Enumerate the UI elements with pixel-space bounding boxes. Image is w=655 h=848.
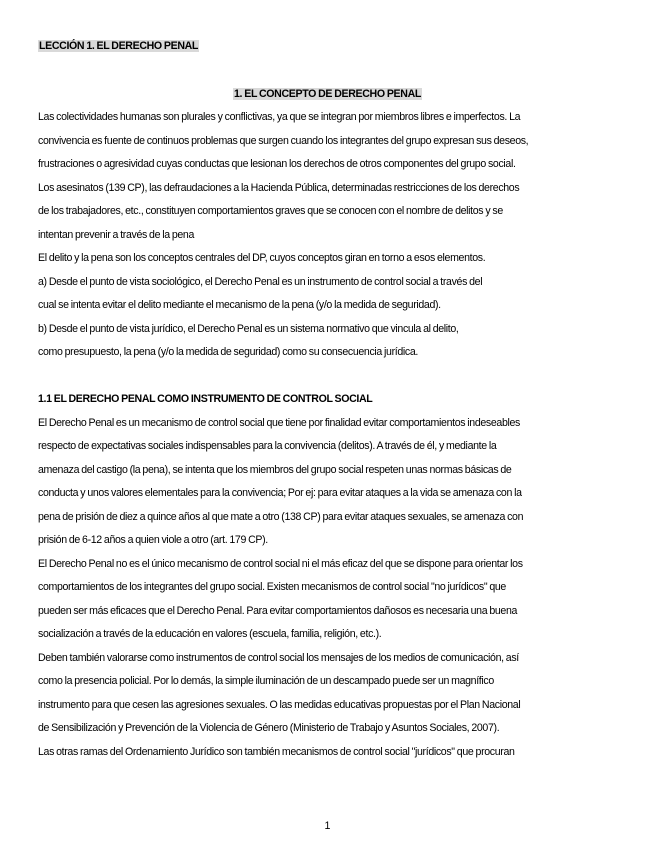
paragraph-line: El Derecho Penal no es el único mecanismo de control social ni el más eficaz del que se dispone para orientar los [38, 558, 523, 570]
paragraph-line: b) Desde el punto de vista jurídico, el Derecho Penal es un sistema normativo que vincula al delito, [38, 323, 459, 335]
lesson-title [38, 39, 199, 53]
paragraph-line: intentan prevenir a través de la pena [38, 229, 195, 241]
paragraph-line: de los trabajadores, etc., constituyen comportamientos graves que se conocen con el nombre de delitos y se [38, 205, 503, 217]
paragraph-line: convivencia es fuente de continuos problemas que surgen cuando los integrantes del grupo expresan sus deseos, [38, 135, 529, 147]
paragraph-line: El Derecho Penal es un mecanismo de control social que tiene por finalidad evitar comportamientos indeseables [38, 417, 520, 429]
section-1-heading [0, 87, 655, 101]
paragraph-line: como presupuesto, la pena (y/o la medida de seguridad) como su consecuencia jurídica. [38, 346, 418, 358]
paragraph-line: frustraciones o agresividad cuyas conductas que lesionan los derechos de otros componentes del grupo social. [38, 158, 516, 170]
paragraph-line: Deben también valorarse como instrumentos de control social los mensajes de los medios de comunicación, así [38, 652, 519, 664]
paragraph-line: El delito y la pena son los conceptos centrales del DP, cuyos conceptos giran en torno a esos elementos. [38, 252, 486, 264]
paragraph-line: pena de prisión de diez a quince años al que mate a otro (138 CP) para evitar ataques sexuales, se amenaza con [38, 511, 524, 523]
section-1-heading-text: 1. EL CONCEPTO DE DERECHO PENAL [234, 88, 421, 100]
paragraph-line: cual se intenta evitar el delito mediante el mecanismo de la pena (y/o la medida de seguridad). [38, 299, 441, 311]
paragraph-line: de Sensibilización y Prevención de la Violencia de Género (Ministerio de Trabajo y Asuntos Sociales, 2007). [38, 722, 500, 734]
lesson-title-text: LECCIÓN 1. EL DERECHO PENAL [39, 40, 199, 52]
section-1-1-heading: 1.1 EL DERECHO PENAL COMO INSTRUMENTO DE CONTROL SOCIAL [38, 393, 373, 405]
paragraph-line: prisión de 6-12 años a quien viole a otro (art. 179 CP). [38, 534, 268, 546]
paragraph-line: amenaza del castigo (la pena), se intenta que los miembros del grupo social respeten unas normas básicas de [38, 464, 512, 476]
paragraph-line: Los asesinatos (139 CP), las defraudaciones a la Hacienda Pública, determinadas restricciones de los derechos [38, 182, 520, 194]
paragraph-line: como la presencia policial. Por lo demás, la simple iluminación de un descampado puede ser un magnífico [38, 675, 494, 687]
paragraph-line: conducta y unos valores elementales para la convivencia; Por ej: para evitar ataques a la vida se amenaza con la [38, 487, 522, 499]
paragraph-line: Las otras ramas del Ordenamiento Jurídico son también mecanismos de control social "jurídicos" que procuran [38, 746, 515, 758]
paragraph-line: instrumento para que cesen las agresiones sexuales. O las medidas educativas propuestas por el Plan Nacional [38, 699, 521, 711]
paragraph-line: socialización a través de la educación en valores (escuela, familia, religión, etc.). [38, 628, 382, 640]
paragraph-line: comportamientos de los integrantes del grupo social. Existen mecanismos de control social "no jurídicos" que [38, 581, 506, 593]
page-number: 1 [324, 820, 331, 832]
paragraph-line: respecto de expectativas sociales indispensables para la convivencia (delitos). A través de él, y mediante la [38, 440, 497, 452]
paragraph-line: pueden ser más eficaces que el Derecho Penal. Para evitar comportamientos dañosos es necesaria una buena [38, 605, 518, 617]
paragraph-line: a) Desde el punto de vista sociológico, el Derecho Penal es un instrumento de control social a través del [38, 276, 483, 288]
paragraph-line: Las colectividades humanas son plurales y conflictivas, ya que se integran por miembros libres e imperfectos. La [38, 111, 521, 123]
